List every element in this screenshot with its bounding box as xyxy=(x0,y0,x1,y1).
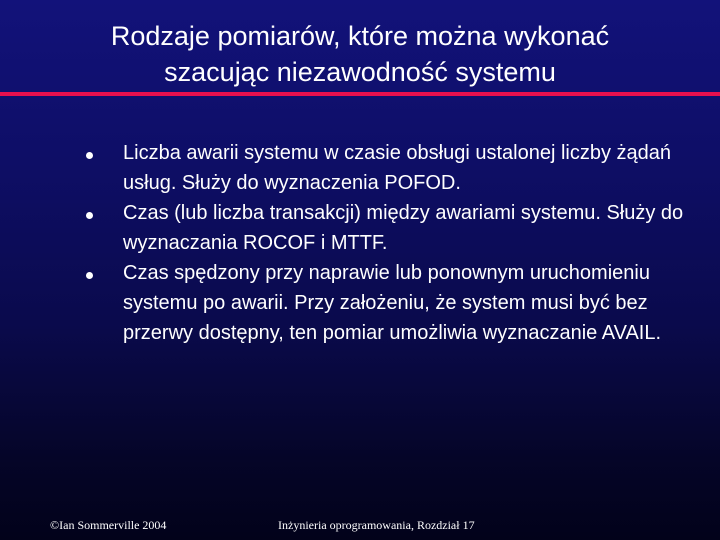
slide-title-line-1: Rodzaje pomiarów, które można wykonać xyxy=(110,21,610,51)
footer-copyright: ©Ian Sommerville 2004 xyxy=(50,518,167,532)
bullet-dot-icon xyxy=(86,152,93,159)
bullet-item-3 xyxy=(0,258,720,348)
title-underline xyxy=(0,92,720,96)
bullet-dot-icon xyxy=(86,212,93,219)
bullet-text: Liczba awarii systemu w czasie obsługi ustalonej liczby żądań usług. Służy do wyznaczenia POFOD. xyxy=(123,142,672,194)
slide-title xyxy=(20,18,700,90)
bullet-list xyxy=(0,138,720,348)
footer-chapter: Inżynieria oprogramowania, Rozdział 17 xyxy=(278,518,475,532)
bullet-text: Czas (lub liczba transakcji) między awariami systemu. Służy do wyznaczania ROCOF i MTTF. xyxy=(123,202,684,254)
bullet-item-2 xyxy=(0,198,720,258)
bullet-text: Czas spędzony przy naprawie lub ponownym uruchomieniu systemu po awarii. Przy założeniu, że system musi być bez przerwy dostępny, ten pomiar umożliwia wyznaczanie AVAIL. xyxy=(123,262,662,344)
bullet-dot-icon xyxy=(86,272,93,279)
bullet-item-1 xyxy=(0,138,720,198)
slide-title-line-2: szacując niezawodność systemu xyxy=(164,57,556,87)
